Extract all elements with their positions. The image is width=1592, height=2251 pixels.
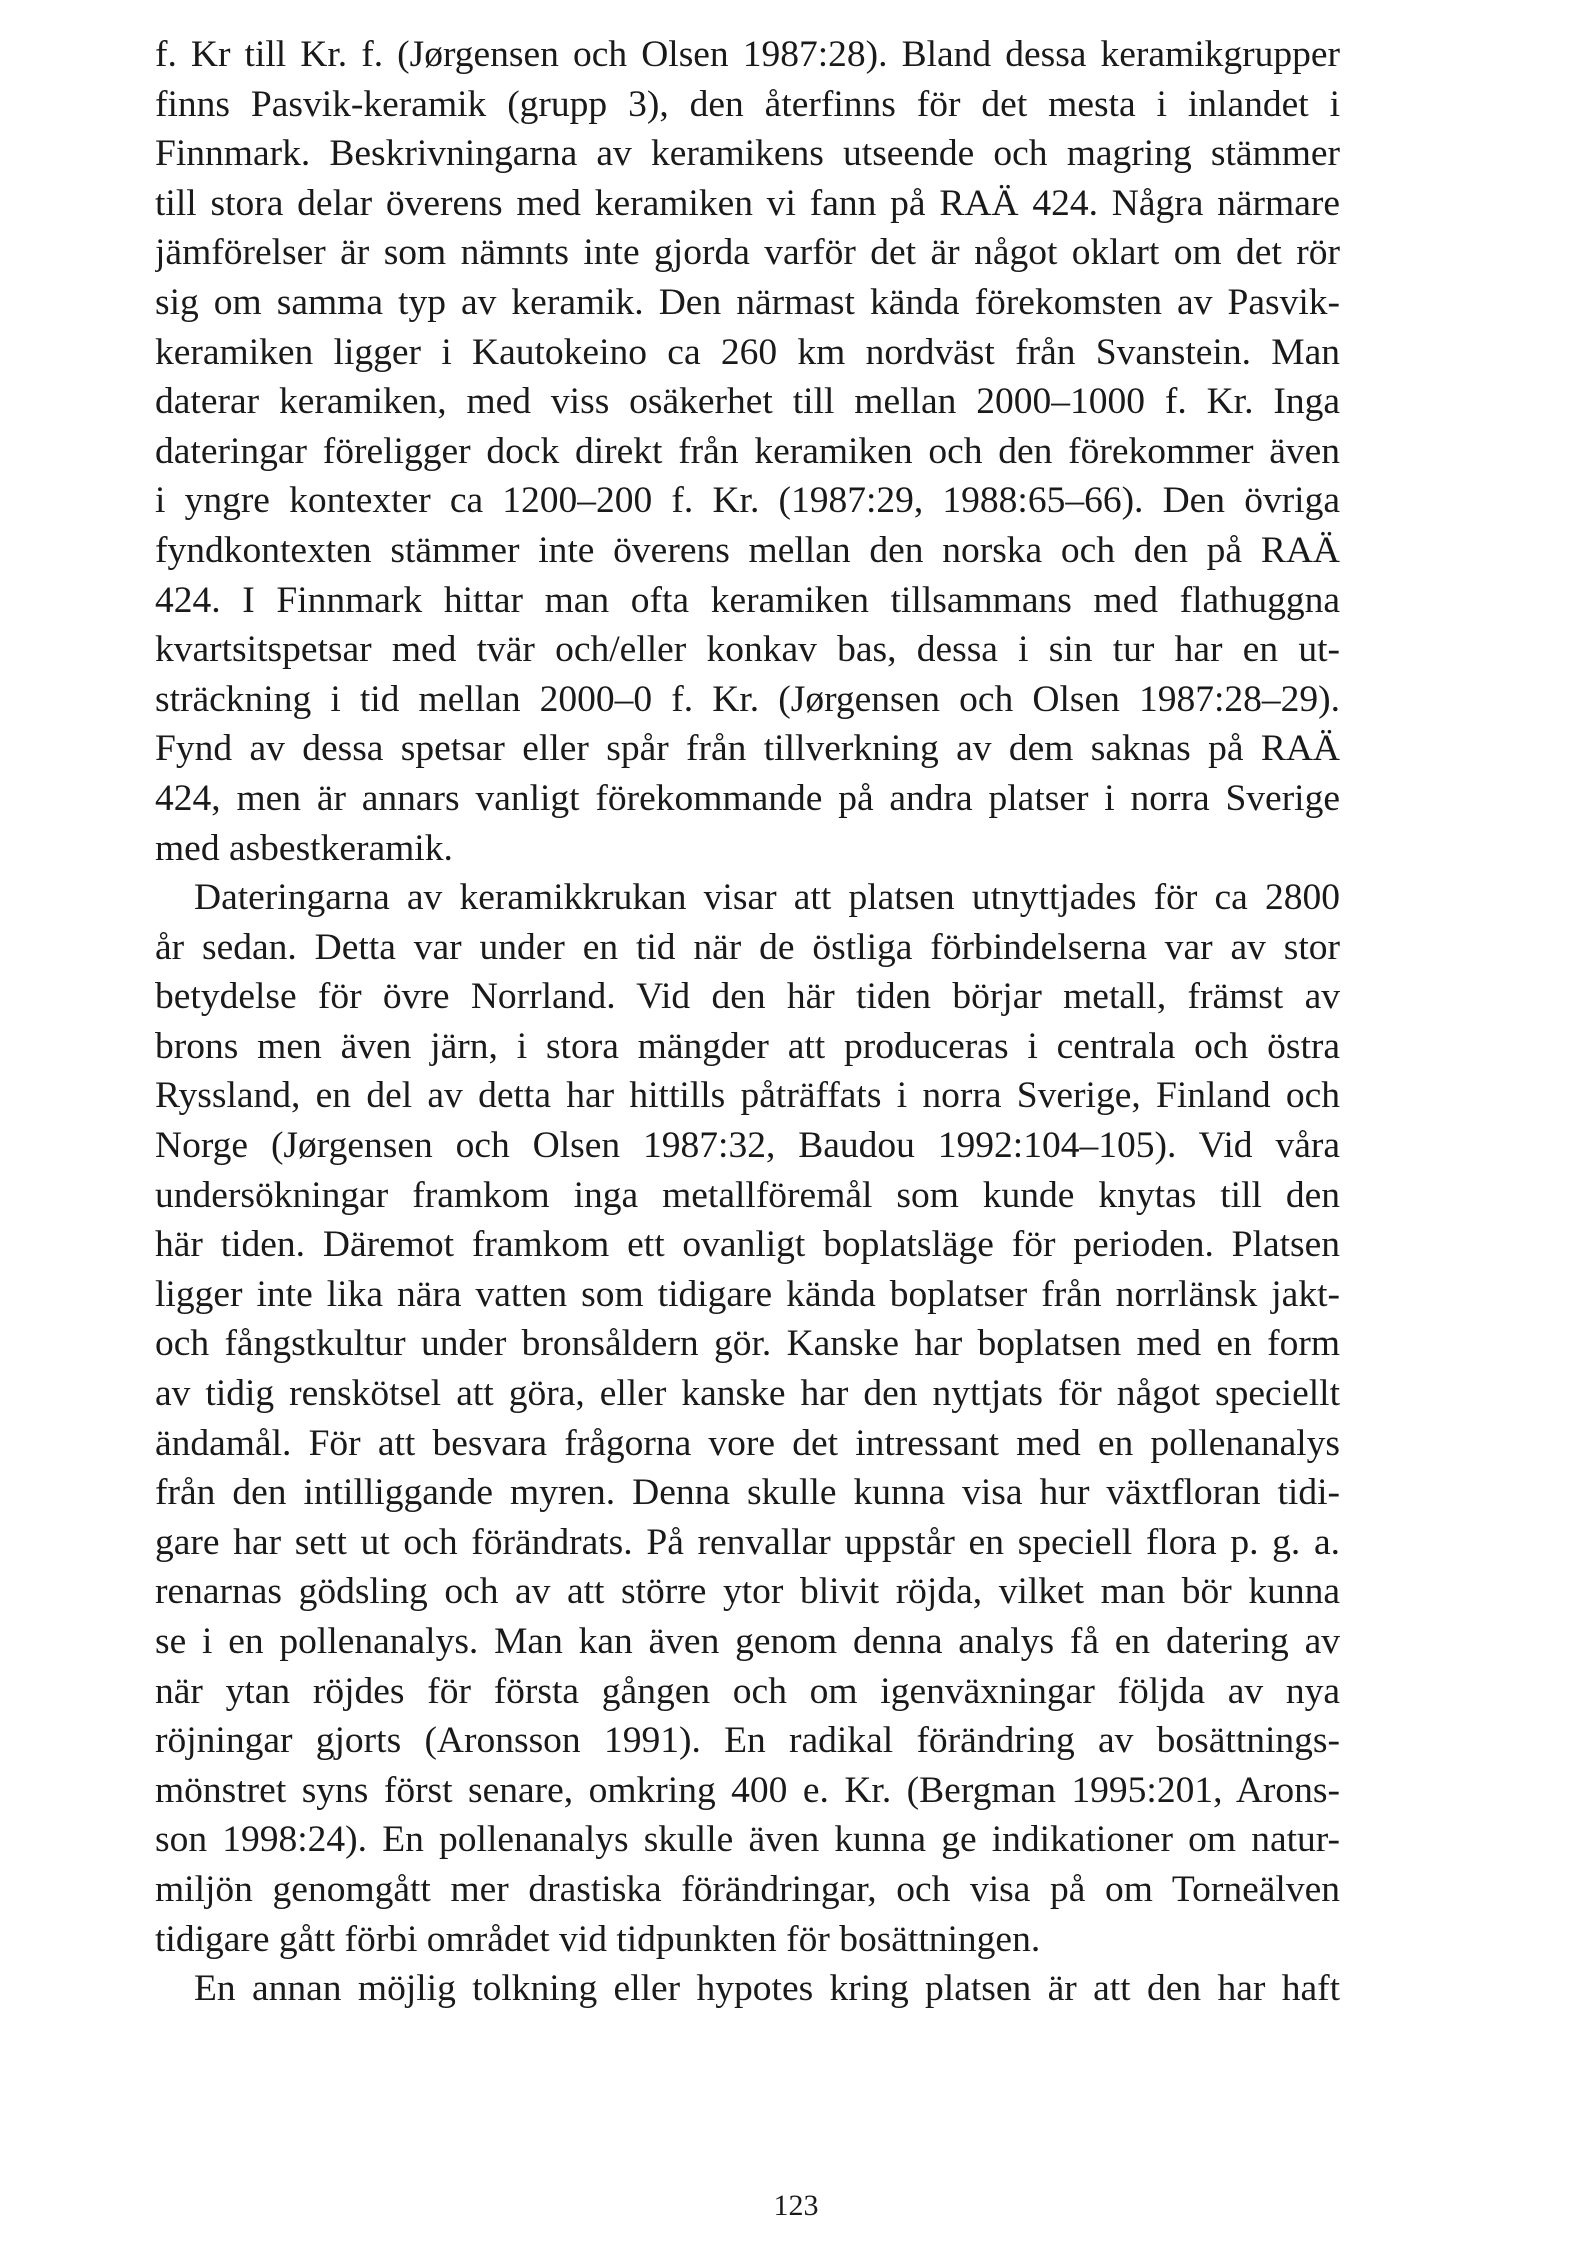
text-line: år sedan. Detta var under en tid när de östliga förbindelserna var av stor [155, 926, 1340, 968]
text-line: här tiden. Däremot framkom ett ovanligt boplatsläge för perioden. Platsen [155, 1224, 1340, 1266]
text-line: sträckning i tid mellan 2000–0 f. Kr. (Jørgensen och Olsen 1987:28–29). [155, 678, 1340, 720]
text-line: brons men även järn, i stora mängder att produceras i centrala och östra [155, 1025, 1340, 1067]
text-line: gare har sett ut och förändrats. På renvallar uppstår en speciell flora p. g. a. [155, 1521, 1340, 1563]
text-line: tidigare gått förbi området vid tidpunkten för bosättningen. [155, 1918, 1041, 1960]
text-line: kvartsitspetsar med tvär och/eller konkav bas, dessa i sin tur har en ut- [155, 629, 1340, 671]
text-line: Norge (Jørgensen och Olsen 1987:32, Baudou 1992:104–105). Vid våra [155, 1125, 1340, 1167]
text-line: Ryssland, en del av detta har hittills påträffats i norra Sverige, Finland och [155, 1075, 1340, 1117]
text-line: sig om samma typ av keramik. Den närmast kända förekomsten av Pasvik- [155, 281, 1340, 323]
text-line: finns Pasvik-keramik (grupp 3), den återfinns för det mesta i inlandet i [155, 83, 1340, 125]
text-line: dateringar föreligger dock direkt från keramiken och den förekommer även [155, 430, 1340, 472]
text-line: Dateringarna av keramikkrukan visar att platsen utnyttjades för ca 2800 [194, 877, 1340, 919]
text-line: undersökningar framkom inga metallföremål som kunde knytas till den [155, 1174, 1340, 1216]
text-line: miljön genomgått mer drastiska förändringar, och visa på om Torneälven [155, 1868, 1340, 1910]
text-line: med asbestkeramik. [155, 827, 453, 869]
text-line: och fångstkultur under bronsåldern gör. Kanske har boplatsen med en form [155, 1323, 1340, 1365]
page-number: 123 [773, 2189, 819, 2222]
paragraph-3 [155, 1964, 1340, 2014]
text-line: 424. I Finnmark hittar man ofta keramiken tillsammans med flathuggna [155, 579, 1340, 621]
text-line: 424, men är annars vanligt förekommande på andra platser i norra Sverige [155, 777, 1340, 819]
text-line: till stora delar överens med keramiken vi fann på RAÄ 424. Några närmare [155, 182, 1340, 224]
text-line: fyndkontexten stämmer inte överens mellan den norska och den på RAÄ [155, 529, 1340, 571]
text-line: Fynd av dessa spetsar eller spår från tillverkning av dem saknas på RAÄ [155, 728, 1340, 770]
text-line: av tidig renskötsel att göra, eller kanske har den nyttjats för något speciellt [155, 1373, 1340, 1415]
text-line: när ytan röjdes för första gången och om igenväxningar följda av nya [155, 1670, 1340, 1712]
text-line: Finnmark. Beskrivningarna av keramikens utseende och magring stämmer [155, 133, 1340, 175]
text-line: renarnas gödsling och av att större ytor blivit röjda, vilket man bör kunna [155, 1571, 1340, 1613]
text-line: se i en pollenanalys. Man kan även genom denna analys få en datering av [155, 1621, 1340, 1662]
text-line: f. Kr till Kr. f. (Jørgensen och Olsen 1987:28). Bland dessa keramikgrupper [155, 34, 1340, 75]
text-line: daterar keramiken, med viss osäkerhet till mellan 2000–1000 f. Kr. Inga [155, 381, 1340, 423]
text-line: mönstret syns först senare, omkring 400 e. Kr. (Bergman 1995:201, Arons- [155, 1769, 1340, 1811]
text-line: röjningar gjorts (Aronsson 1991). En radikal förändring av bosättnings- [155, 1720, 1340, 1762]
text-line: ändamål. För att besvara frågorna vore det intressant med en pollenanalys [155, 1422, 1340, 1464]
body-text [155, 30, 1340, 2014]
text-line: jämförelser är som nämnts inte gjorda varför det är något oklart om det rör [155, 232, 1340, 274]
text-line: keramiken ligger i Kautokeino ca 260 km nordväst från Svanstein. Man [155, 331, 1340, 373]
text-line: son 1998:24). En pollenanalys skulle även kunna ge indikationer om natur- [155, 1819, 1340, 1861]
paragraph-1 [155, 30, 1340, 873]
text-line: i yngre kontexter ca 1200–200 f. Kr. (1987:29, 1988:65–66). Den övriga [155, 480, 1340, 522]
text-line: från den intilliggande myren. Denna skulle kunna visa hur växtfloran tidi- [155, 1472, 1340, 1514]
text-line: betydelse för övre Norrland. Vid den här tiden börjar metall, främst av [155, 976, 1340, 1018]
text-line: ligger inte lika nära vatten som tidigare kända boplatser från norrlänsk jakt- [155, 1273, 1340, 1315]
text-line: En annan möjlig tolkning eller hypotes kring platsen är att den har haft [194, 1968, 1340, 2010]
paragraph-2 [155, 873, 1340, 1964]
